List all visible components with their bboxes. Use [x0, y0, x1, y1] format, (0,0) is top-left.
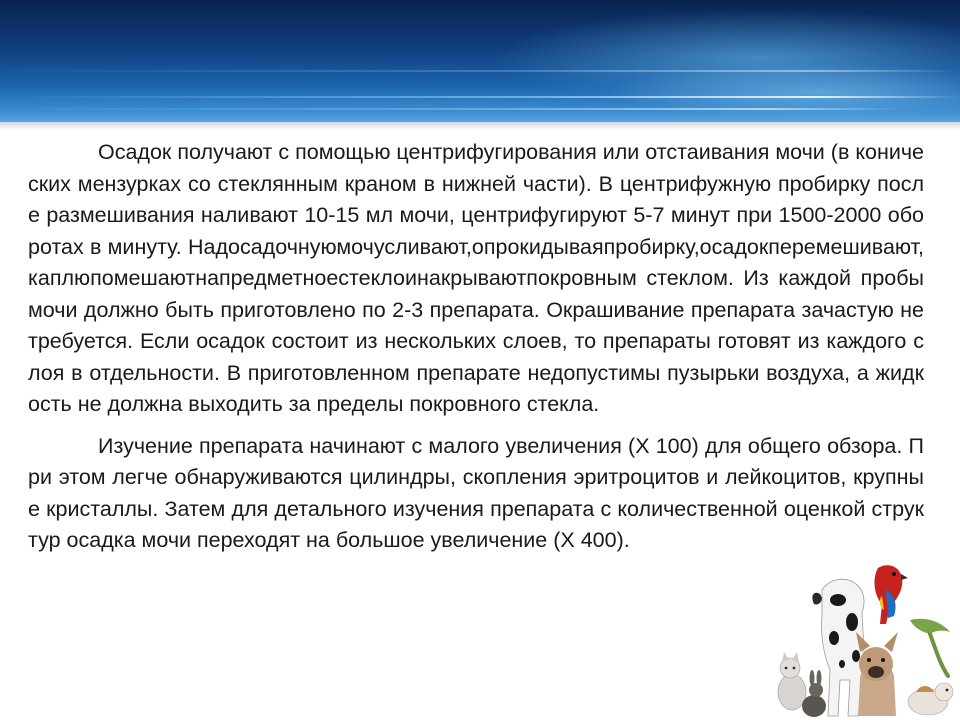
- parrot-image: [875, 565, 908, 624]
- banner-light-streak: [0, 96, 960, 98]
- paragraph-sediment-preparation: Осадок получают с помощью центрифугирования или отстаивания мочи (в конических мензурках со стеклянным краном в нижней части). В центрифужную пробирку после размешивания наливают 10-15 мл мочи, центрифугируют 5-7 минут при 1500-2000 оборотах в минуту. Надосадочнуюмочусливают,опрокидываяпробирку,осадокперемешивают,каплюпомешаютнапредметноестеклоинакрываютпокровным стеклом. Из каждой пробы мочи должно быть приготовлено по 2-3 препарата. Окрашивание препарата зачастую не требуется. Если осадок состоит из нескольких слоев, то препараты готовят из каждого слоя в отдельности. В приготовленном препарате недопустимы пузырьки воздуха, а жидкость не должна выходить за пределы покровного стекла.: [28, 140, 924, 416]
- banner-shadow: [0, 122, 960, 130]
- bulldog-image: [856, 632, 898, 716]
- pets-illustration: [760, 560, 960, 720]
- header-banner: [0, 0, 960, 122]
- banner-light-streak: [0, 70, 960, 72]
- cat-image: [778, 652, 806, 710]
- lizard-image: [910, 619, 950, 676]
- paragraph-microscopy: Изучение препарата начинают с малого увеличения (Х 100) для общего обзора. При этом легче обнаруживаются цилиндры, скопления эритроцитов и лейкоцитов, крупные кристаллы. Затем для детального изучения препарата с количественной оценкой структур осадка мочи переходят на большое увеличение (Х 400).: [28, 433, 924, 552]
- slide-body-text: [28, 137, 924, 567]
- small-pet-image: [908, 683, 953, 715]
- banner-light-streak: [0, 108, 900, 110]
